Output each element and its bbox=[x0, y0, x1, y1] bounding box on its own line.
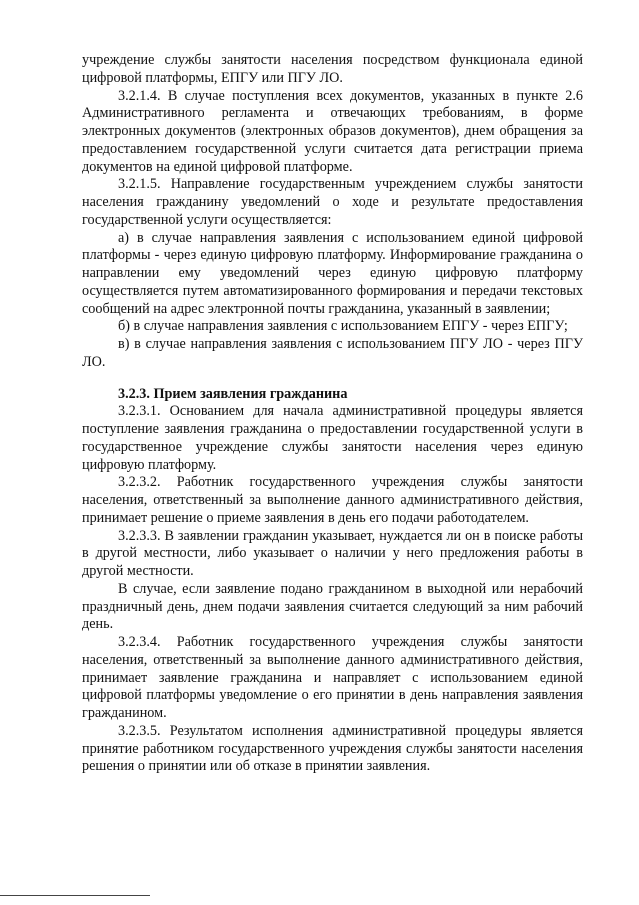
paragraph-3-2-3-3: 3.2.3.3. В заявлении гражданин указывает, нуждается ли он в поиске работы в другой местности, либо указывает о наличии у него предложения работы в другой местности. bbox=[82, 527, 583, 579]
document-body bbox=[82, 52, 583, 776]
paragraph-item-v: в) в случае направления заявления с использованием ПГУ ЛО - через ПГУ ЛО. bbox=[82, 336, 583, 370]
paragraph-item-a: а) в случае направления заявления с использованием единой цифровой платформы - через единую цифровую платформу. Информирование гражданина о направлении ему уведомлений через единую цифровую платформу осуществляется путем автоматизированного формирования и передачи текстовых сообщений на адрес электронной почты гражданина, указанный в заявлении; bbox=[82, 229, 583, 317]
paragraph-3-2-1-4: 3.2.1.4. В случае поступления всех документов, указанных в пункте 2.6 Административного регламента и отвечающих требованиям, в форме электронных документов (электронных образов документов), днем обращения за предоставлением государственной услуги считается дата регистрации приема документов на единой цифровой платформе. bbox=[82, 87, 583, 175]
paragraph-3-2-1-5: 3.2.1.5. Направление государственным учреждением службы занятости населения гражданину уведомлений о ходе и результате предоставления государственной услуги осуществляется: bbox=[82, 176, 583, 228]
section-heading-3-2-3: 3.2.3. Прием заявления гражданина bbox=[118, 385, 348, 402]
footer-rule bbox=[0, 895, 150, 896]
paragraph-continuation: учреждение службы занятости населения посредством функционала единой цифровой платформы, ЕПГУ или ПГУ ЛО. bbox=[82, 52, 583, 86]
paragraph-3-2-3-4: 3.2.3.4. Работник государственного учреждения службы занятости населения, ответственный за выполнение данного административного действия, принимает заявление гражданина и направляет с использованием единой цифровой платформы уведомление о его принятии в день направления заявления гражданином. bbox=[82, 634, 583, 721]
paragraph-item-b: б) в случае направления заявления с использованием ЕПГУ - через ЕПГУ; bbox=[118, 318, 568, 335]
paragraph-3-2-3-1: 3.2.3.1. Основанием для начала административной процедуры является поступление заявления гражданина о предоставлении государственной услуги в государственное учреждение службы занятости населения через единую цифровую платформу. bbox=[82, 403, 583, 473]
paragraph-holiday-rule: В случае, если заявление подано гражданином в выходной или нерабочий праздничный день, днем подачи заявления считается следующий за ним рабочий день. bbox=[82, 580, 583, 633]
paragraph-3-2-3-2: 3.2.3.2. Работник государственного учреждения службы занятости населения, ответственный за выполнение данного административного действия, принимает решение о приеме заявления в день его подачи работодателем. bbox=[82, 474, 583, 526]
paragraph-3-2-3-5: 3.2.3.5. Результатом исполнения административной процедуры является принятие работником государственного учреждения службы занятости населения решения о принятии или об отказе в принятии заявления. bbox=[82, 722, 583, 775]
